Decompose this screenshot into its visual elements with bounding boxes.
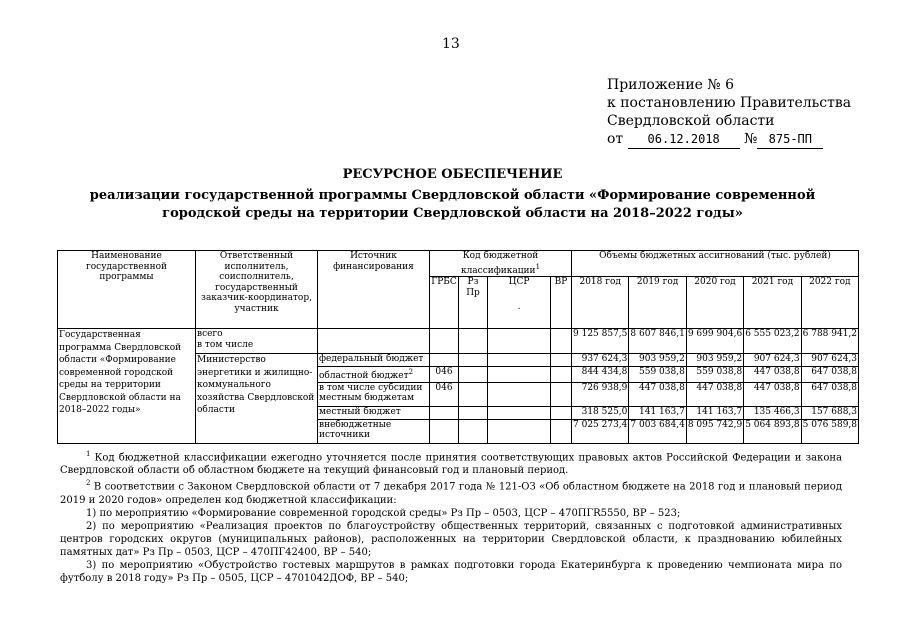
footnote-marker: 2 [86,479,91,488]
ministry-cell: Министерство энергетики и жилищно-коммунального хозяйства Свердловской области [196,354,318,444]
grbs-cell: 046 [430,367,459,383]
header-program-name: Наименование государственной программы [58,251,196,329]
decree-number: 875-ПП [757,130,823,149]
total-label: всего [197,329,223,339]
source-cell: в том числе субсидии местным бюджетам [318,382,430,406]
resource-table [57,250,859,444]
appendix-line: к постановлению Правительства [607,95,852,111]
decree-date: 06.12.2018 [628,130,740,149]
appendix-block [607,76,851,149]
footnote-marker: 1 [86,450,91,458]
footnote-item: 3) по мероприятию «Обустройство гостевых маршрутов в рамках подготовки города Екатеринбурга к проведению чемпионата мира по футболу в 2018 году» Рз Пр – 0505, ЦСР – 4701042ДОФ, ВР – 540; [60,559,842,584]
source-cell: федеральный бюджет [318,354,430,367]
header-vr: ВР [551,277,572,329]
value-cell: 6 788 941,2 [801,329,858,354]
grbs-cell [430,329,459,354]
value-cell: 903 959,2 [686,354,743,367]
footnote-text: В соответствии с Законом Свердловской области от 7 декабря 2017 года № 121-ОЗ «Об областном бюджете на 2018 год и плановый период 2019 и 2020 годов» определен код бюджетной классификации: [60,481,842,506]
value-cell: 844 434,8 [572,367,629,383]
footnote-item: 2) по мероприятию «Реализация проектов по благоустройству общественных территорий, связанных с подготовкой административных центров городских округов (муниципальных районов), расположенных на территории Свердловской области, к празднованию юбилейных памятных дат» Рз Пр – 0503, ЦСР – 470ПГ42400, ВР – 540; [60,520,842,558]
total-label-cell [196,329,318,354]
header-executor: Ответственный исполнитель, соисполнитель, государственный заказчик-координатор, участник [196,251,318,329]
value-cell: 9 699 904,6 [686,329,743,354]
footnotes [60,448,842,585]
value-cell: 135 466,3 [744,406,801,419]
value-cell: 318 525,0 [572,406,629,419]
source-cell: местный бюджет [318,406,430,419]
value-cell: 8 095 742,9 [686,419,743,443]
appendix-line: Свердловской области [607,113,775,129]
value-cell: 903 959,2 [629,354,686,367]
source-cell [318,329,430,354]
grbs-cell [430,354,459,367]
document-title: РЕСУРСНОЕ ОБЕСПЕЧЕНИЕ [342,167,563,182]
document-subtitle: городской среды на территории Свердловской области на 2018–2022 годы» [162,206,743,221]
grbs-cell [430,419,459,443]
page-number: 13 [442,36,460,52]
value-cell: 141 163,7 [686,406,743,419]
value-cell: 907 624,3 [801,354,858,367]
number-label: № [744,131,758,147]
header-year: 2022 год [801,277,858,329]
footnote-marker: 1 [535,262,541,271]
appendix-line: Приложение № 6 [607,77,734,93]
header-source: Источник финансирования [318,251,430,329]
grbs-cell: 046 [430,382,459,406]
value-cell: 447 038,8 [744,382,801,406]
value-cell: 157 688,3 [801,406,858,419]
value-cell: 447 038,8 [686,382,743,406]
header-year: 2021 год [744,277,801,329]
value-cell: 7 003 684,4 [629,419,686,443]
header-rz-pr: Рз Пр [459,277,488,329]
header-year: 2018 год [572,277,629,329]
value-cell: 447 038,8 [744,367,801,383]
document-subtitle: реализации государственной программы Свердловской области «Формирование современной [89,188,816,203]
header-budget-code-text: Код бюджетной классификации [460,251,539,276]
appendix-date-line [607,130,851,149]
header-csr-text: ЦСР [508,277,530,287]
footnote-text: Код бюджетной классификации ежегодно уточняется после принятия соответствующих правовых актов Российской Федерации и закона Свердловской области об областном бюджете на текущий финансовый год и плановый период. [60,452,842,477]
value-cell: 907 624,3 [744,354,801,367]
from-label: от [607,131,624,147]
value-cell: 7 025 273,4 [572,419,629,443]
grbs-cell [430,406,459,419]
header-volumes: Объемы бюджетных ассигнований (тыс. рублей) [572,251,859,277]
program-name-cell: Государственная программа Свердловской области «Формирование современной городской среды на территории Свердловской области на 2018–2022 годы» [58,329,196,444]
value-cell: 447 038,8 [629,382,686,406]
header-grbs: ГРБС [430,277,459,329]
value-cell: 141 163,7 [629,406,686,419]
value-cell: 6 555 023,2 [744,329,801,354]
header-budget-code [430,251,572,277]
header-year: 2019 год [629,277,686,329]
value-cell: 647 038,8 [801,382,858,406]
header-csr [488,277,551,329]
source-cell [318,367,430,383]
footnote-2 [60,477,842,506]
value-cell: 559 038,8 [686,367,743,383]
source-cell: внебюджетные источники [318,419,430,443]
including-label: в том числе [197,339,254,350]
footnote-1 [60,448,842,477]
header-csr-dot: . [517,301,521,312]
source-text: областной бюджет [319,371,409,381]
value-cell: 726 938,9 [572,382,629,406]
value-cell: 647 038,8 [801,367,858,383]
footnote-marker: 2 [408,368,414,376]
value-cell: 5 076 589,8 [801,419,858,443]
value-cell: 559 038,8 [629,367,686,383]
header-year: 2020 год [686,277,743,329]
value-cell: 9 125 857,5 [572,329,629,354]
footnote-item: 1) по мероприятию «Формирование современной городской среды» Рз Пр – 0503, ЦСР – 470ПГR5550, ВР – 523; [86,507,681,519]
value-cell: 8 607 846,1 [629,329,686,354]
value-cell: 937 624,3 [572,354,629,367]
value-cell: 5 064 893,8 [744,419,801,443]
